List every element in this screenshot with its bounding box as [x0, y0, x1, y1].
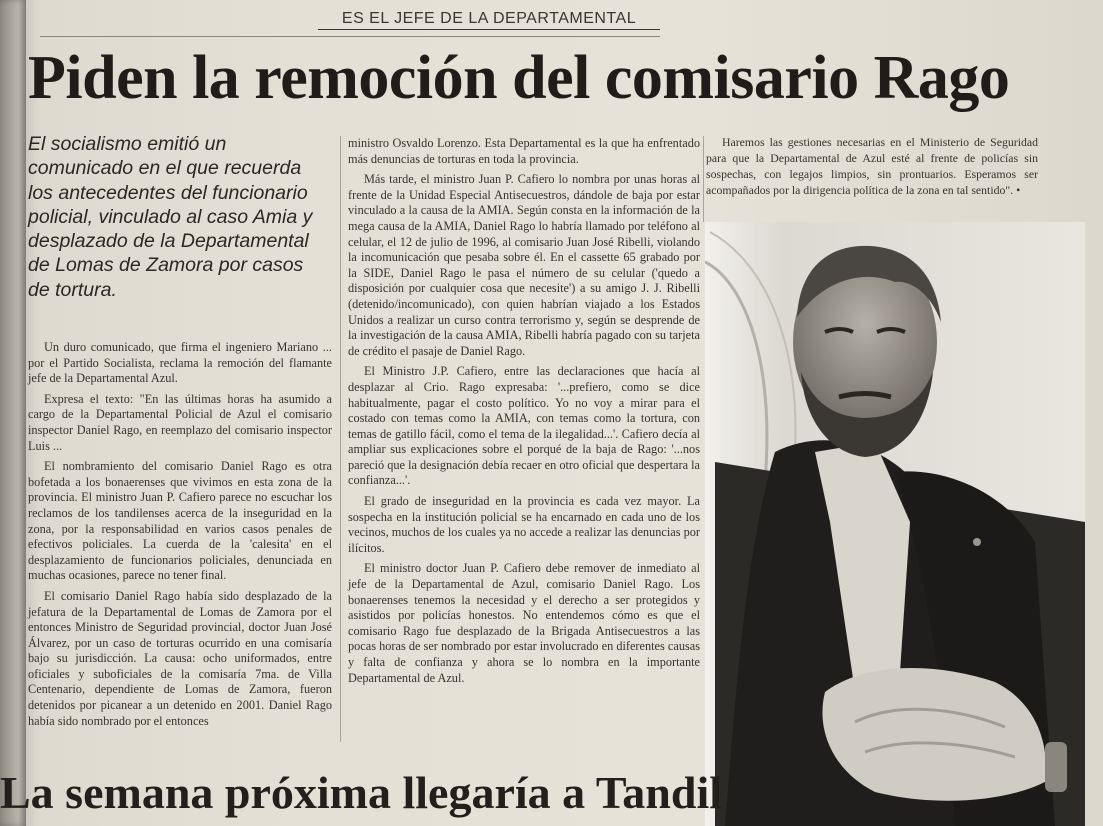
article-headline: Piden la remoción del comisario Rago: [28, 44, 1010, 112]
paragraph: Haremos las gestiones necesarias en el Ministerio de Seguridad para que la Departamental de Azul esté al frente de policías sin sospechas, con legajos limpios, sin prontuarios. Esperamos ser acompañados por la dirigencia política de la zona en tal sentido". •: [706, 135, 1038, 197]
paragraph: El ministro doctor Juan P. Cafiero debe remover de inmediato al jefe de la Departamental de Azul, comisario Daniel Rago. Los bonaerenses tenemos la necesidad y el derecho a ser protegidos y asistidos por policías honestos. No entendemos cómo es que el comisario Rago fue desplazado de la Brigada Antisecuestros a las pocas horas de ser nombrado por estar involucrado en diferentes causas y falta de confianza y ahora se lo nombra en la importante Departamental de Azul.: [348, 561, 700, 685]
paragraph: Más tarde, el ministro Juan P. Cafiero lo nombra por unas horas al frente de la Unidad Especial Antisecuestros, dándole de baja por estar vinculado a la causa de la AMIA. Según consta en la información de la mega causa de la AMIA, Daniel Rago lo habría llamado por teléfono al celular, el 12 de julio de 1996, al comisario Juan José Ribelli, violando la incomunicación que pesaba sobre él. En el cassette 65 grabado por la SIDE, Daniel Rago le pasa el número de su celular ('quedo a disposición por cualquier cosa que necesite') a su amigo J. J. Ribelli (detenido/incomunicado), con quien habrían viajado a los Estados Unidos a realizar un curso contra terrorismo y, según se desprende de la investigación de la causa AMIA, Ribelli habría pagado con su tarjeta de crédito el pasaje de Daniel Rago.: [348, 172, 700, 358]
article-kicker: ES EL JEFE DE LA DEPARTAMENTAL: [318, 10, 660, 30]
paragraph: El nombramiento del comisario Daniel Rago es otra bofetada a los bonaerenses que vivimos en esta zona de la provincia. El ministro Juan P. Cafiero parece no escuchar los reclamos de los tandilenses acerca de la inseguridad en la zona, por la responsabilidad en varios casos penales de efectivos policiales. La cuerda de la 'calesita' en el desplazamiento de funcionarios policiales, denunciada en muchas ocasiones, parece no tener final.: [28, 459, 332, 583]
top-rule: [40, 36, 660, 37]
article-deck: El socialismo emitió un comunicado en el que recuerda los antecedentes del funcionario policial, vinculado al caso Amia y desplazado de la Departamental de Lomas de Zamora por casos de tortura.: [28, 133, 313, 301]
book-gutter: [0, 0, 26, 826]
paragraph: El Ministro J.P. Cafiero, entre las declaraciones que hacía al desplazar al Crio. Rago expresaba: '...prefiero, como se dice habitualmente, pagar el costo político. Yo no voy a mirar para el costado con temas como la AMIA, con temas como la tortura, con temas de gatillo fácil, como el tema de la ilegalidad...'. Cafiero decía al ampliar sus explicaciones sobre el porqué de la baja de Rago: '...nos pareció que la designación debía recaer en otro oficial que despertara la confianza...'.: [348, 364, 700, 488]
article-column-1: [28, 340, 332, 734]
paragraph: El comisario Daniel Rago había sido desplazado de la jefatura de la Departamental de Lomas de Zamora por el entonces Ministro de Seguridad provincial, doctor Juan José Álvarez, por un caso de torturas ocurrido en una comisaría bajo su jurisdicción. La causa: ocho uniformados, entre oficiales y suboficiales de la comisaría 7ma. de Villa Centenario, dependiente de Lomas de Zamora, fueron detenidos por picanear a un detenido en 2001. Daniel Rago había sido nombrado por el entonces: [28, 588, 332, 728]
portrait-illustration: [705, 222, 1085, 826]
column-divider: [340, 136, 341, 742]
column-divider: [703, 136, 704, 222]
article-column-2: [348, 136, 700, 691]
paragraph: El grado de inseguridad en la provincia es cada vez mayor. La sospecha en la institución policial se ha encarnado en cada uno de los vecinos, muchos de los cuales ya no accede a realizar las denuncias por ilícitos.: [348, 494, 700, 555]
next-article-headline: La semana próxima llegaría a Tandil: [0, 767, 723, 818]
portrait-photo: [705, 222, 1085, 826]
article-column-3: [706, 134, 1038, 203]
paragraph: ministro Osvaldo Lorenzo. Esta Departamental es la que ha enfrentado más denuncias de torturas en toda la provincia.: [348, 136, 700, 166]
paragraph: Un duro comunicado, que firma el ingeniero Mariano ... por el Partido Socialista, reclama la remoción del flamante jefe de la Departamental Azul.: [28, 340, 332, 386]
paragraph: Expresa el texto: "En las últimas horas ha asumido a cargo de la Departamental Policial de Azul el comisario inspector Daniel Rago, en reemplazo del comisario inspector Luis ...: [28, 391, 332, 453]
